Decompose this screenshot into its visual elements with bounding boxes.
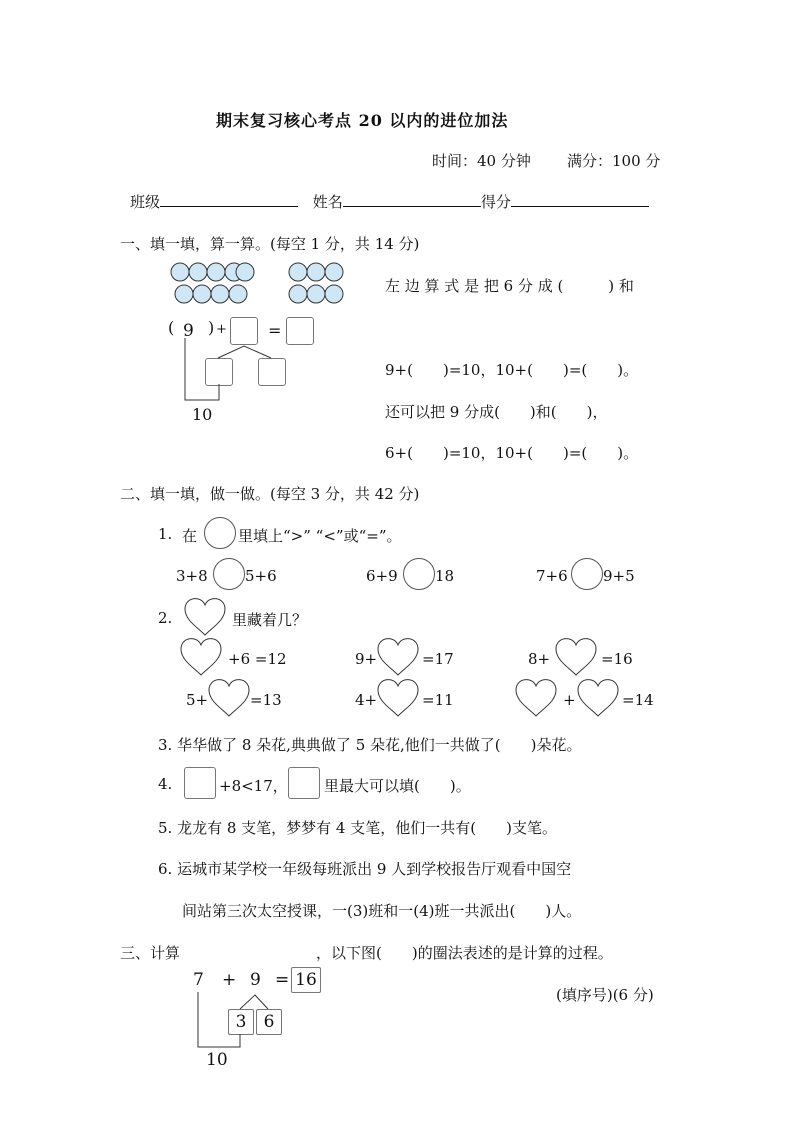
q2-b-post: =17: [422, 650, 454, 668]
q2-c-pre: 8+: [528, 650, 551, 668]
s3-split-box-2: 6: [256, 1009, 282, 1035]
q1-expr2-left: 6+9: [366, 567, 398, 585]
q6-line1: 6. 运城市某学校一年级每班派出 9 人到学校报告厅观看中国空: [158, 860, 572, 878]
section2-heading: 二、填一填，做一做。(每空 3 分，共 42 分): [120, 485, 420, 503]
page-title: 期末复习核心考点 20 以内的进位加法: [216, 111, 509, 130]
q2-b-pre: 9+: [355, 650, 378, 668]
q2-number: 2.: [158, 609, 173, 627]
q1-expr3-left: 7+6: [536, 567, 568, 585]
q2-d-pre: 5+: [186, 691, 209, 709]
s3-result-box: 16: [291, 967, 321, 993]
s3-seven: 7: [193, 970, 204, 990]
s1-line1: 左 边 算 式 是 把 6 分 成 ( ) 和: [385, 277, 634, 295]
s1-diagram-ten: 10: [192, 405, 213, 424]
class-label: 班级: [130, 193, 161, 211]
q4-number: 4.: [158, 775, 173, 793]
q2-f-plus: +: [563, 691, 576, 709]
time-limit: 时间：40 分钟: [432, 152, 531, 170]
q2-c-post: =16: [601, 650, 633, 668]
section3-heading-pre: 三、计算: [120, 944, 181, 962]
s3-plus: +: [222, 970, 237, 990]
q1-expr1-right: 5+6: [245, 567, 277, 585]
s1-line2: 9+( )=10，10+( )=( )。: [385, 361, 639, 379]
q4-inequality: +8<17，: [219, 777, 288, 795]
section3-note: (填序号)(6 分): [556, 986, 654, 1004]
q2-d-post: =13: [250, 691, 282, 709]
q1-number: 1.: [158, 525, 173, 543]
s1-diagram-left-paren: (: [168, 318, 175, 337]
s3-nine: 9: [250, 970, 261, 990]
q1-instruction: 里填上“>” “<”或“=”。: [238, 527, 402, 545]
q1-pre: 在: [182, 527, 198, 545]
s3-equals: =: [275, 970, 290, 990]
score-label: 得分: [480, 193, 511, 211]
name-label: 姓名: [312, 193, 343, 211]
q3: 3. 华华做了 8 朵花,典典做了 5 朵花,他们一共做了( )朵花。: [158, 736, 582, 754]
q1-expr1-left: 3+8: [176, 567, 208, 585]
q1-expr3-right: 9+5: [603, 567, 635, 585]
s1-line3: 还可以把 9 分成( )和( )，: [385, 403, 608, 421]
q6-line2: 间站第三次太空授课，一(3)班和一(4)班一共派出( )人。: [182, 902, 582, 920]
q2-f-post: =14: [622, 691, 654, 709]
q2-e-pre: 4+: [355, 691, 378, 709]
q2-a: +6 =12: [228, 650, 287, 668]
full-score: 满分：100 分: [567, 152, 661, 170]
s1-diagram-right-paren: ): [208, 318, 215, 337]
section1-heading: 一、填一填，算一算。(每空 1 分，共 14 分): [120, 235, 420, 253]
q4-question: 里最大可以填( )。: [324, 777, 471, 795]
s3-split-box-1: 3: [228, 1009, 254, 1035]
section3-heading-post: ，以下图( )的圈法表述的是计算的过程。: [316, 944, 613, 962]
s1-line4: 6+( )=10，10+( )=( )。: [385, 444, 639, 462]
q1-expr2-right: 18: [435, 567, 455, 585]
q5: 5. 龙龙有 8 支笔，梦梦有 4 支笔，他们一共有( )支笔。: [158, 819, 557, 837]
s3-ten: 10: [206, 1050, 228, 1070]
q2-e-post: =11: [422, 691, 454, 709]
s1-diagram-equals: =: [268, 321, 282, 340]
s1-diagram-plus: +: [216, 322, 227, 337]
q2-instruction: 里藏着几？: [232, 611, 308, 629]
s1-diagram-nine: 9: [183, 321, 194, 341]
